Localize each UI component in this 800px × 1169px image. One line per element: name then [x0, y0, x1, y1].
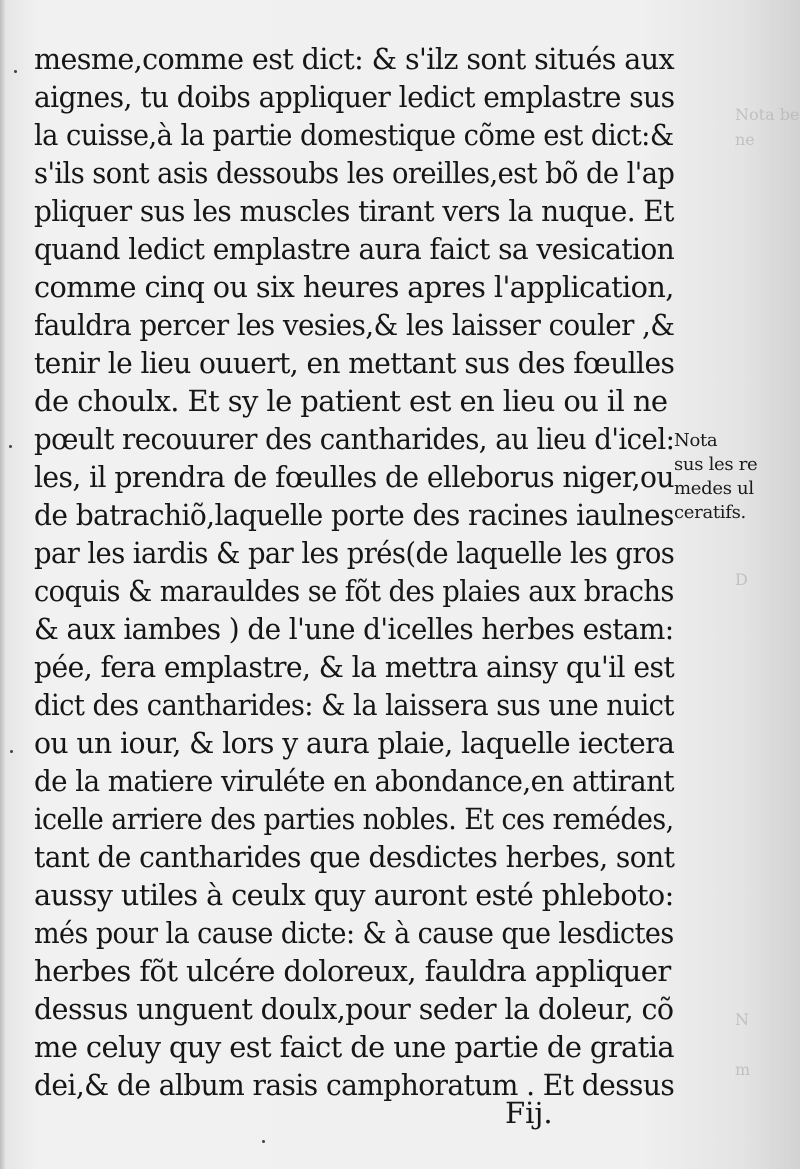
text-line-11: pœult recouurer des cantharides, au lieu d'icel: — [34, 422, 675, 456]
text-line-7: comme cinq ou six heures apres l'application, — [34, 270, 674, 304]
text-line-4: s'ils sont asis dessoubs les oreilles,est bõ de l'ap — [34, 156, 675, 190]
ink-speck — [262, 1140, 265, 1143]
text-line-2: aignes, tu doibs appliquer ledict emplastre sus — [34, 80, 675, 114]
ink-speck — [14, 70, 17, 73]
text-line-1: mesme,comme est dict: & s'ilz sont situés aux — [34, 42, 675, 76]
text-line-24: més pour la cause dicte: & à cause que lesdictes — [34, 916, 674, 950]
text-line-19: ou un iour, & lors y aura plaie, laquelle iectera — [34, 726, 675, 760]
text-line-10: de choulx. Et sy le patient est en lieu ou il ne — [34, 384, 668, 418]
ink-speck — [9, 445, 12, 448]
margin-note-line-1: Nota — [674, 430, 718, 451]
text-line-22: tant de cantharides que desdictes herbes, sont — [34, 840, 675, 874]
text-line-3: la cuisse,à la partie domestique cõme est dict:& — [34, 118, 674, 152]
text-line-27: me celuy quy est faict de une partie de gratia — [34, 1030, 674, 1064]
text-line-17: pée, fera emplastre, & la mettra ainsy qu'il est — [34, 650, 675, 684]
text-line-28: dei,& de album rasis camphoratum . Et dessus — [34, 1068, 675, 1102]
show-through-mark: m — [735, 1060, 751, 1079]
show-through-mark: N — [735, 1010, 749, 1029]
ink-speck — [10, 750, 13, 753]
text-line-18: dict des cantharides: & la laissera sus une nuict — [34, 688, 674, 722]
text-line-20: de la matiere viruléte en abondance,en attirant — [34, 764, 674, 798]
text-line-14: par les iardis & par les prés(de laquelle les gros — [34, 536, 675, 570]
text-line-9: tenir le lieu ouuert, en mettant sus des fœulles — [34, 346, 675, 380]
text-line-15: coquis & marauldes se fõt des plaies aux brachs — [34, 574, 674, 608]
show-through-mark: Nota be — [735, 105, 800, 124]
text-line-13: de batrachiõ,laquelle porte des racines iaulnes — [34, 498, 674, 532]
margin-note-line-4: ceratifs. — [674, 502, 746, 523]
text-line-23: aussy utiles à ceulx quy auront esté phleboto: — [34, 878, 674, 912]
margin-note-line-3: medes ul — [674, 478, 754, 499]
text-line-6: quand ledict emplastre aura faict sa vesication — [34, 232, 675, 266]
show-through-mark: D — [735, 570, 748, 589]
text-line-5: pliquer sus les muscles tirant vers la nuque. Et — [34, 194, 674, 228]
signature-mark: Fij. — [505, 1096, 553, 1130]
text-line-16: & aux iambes ) de l'une d'icelles herbes estam: — [34, 612, 674, 646]
show-through-mark: ne — [735, 130, 755, 149]
text-line-21: icelle arriere des parties nobles. Et ces remédes, — [34, 802, 674, 836]
text-line-8: fauldra percer les vesies,& les laisser couler ,& — [34, 308, 675, 342]
text-line-12: les, il prendra de fœulles de elleborus niger,ou — [34, 460, 674, 494]
margin-note-line-2: sus les re — [674, 454, 758, 475]
text-line-25: herbes fõt ulcére doloreux, fauldra appliquer — [34, 954, 671, 988]
text-line-26: dessus unguent doulx,pour seder la doleur, cõ — [34, 992, 674, 1026]
